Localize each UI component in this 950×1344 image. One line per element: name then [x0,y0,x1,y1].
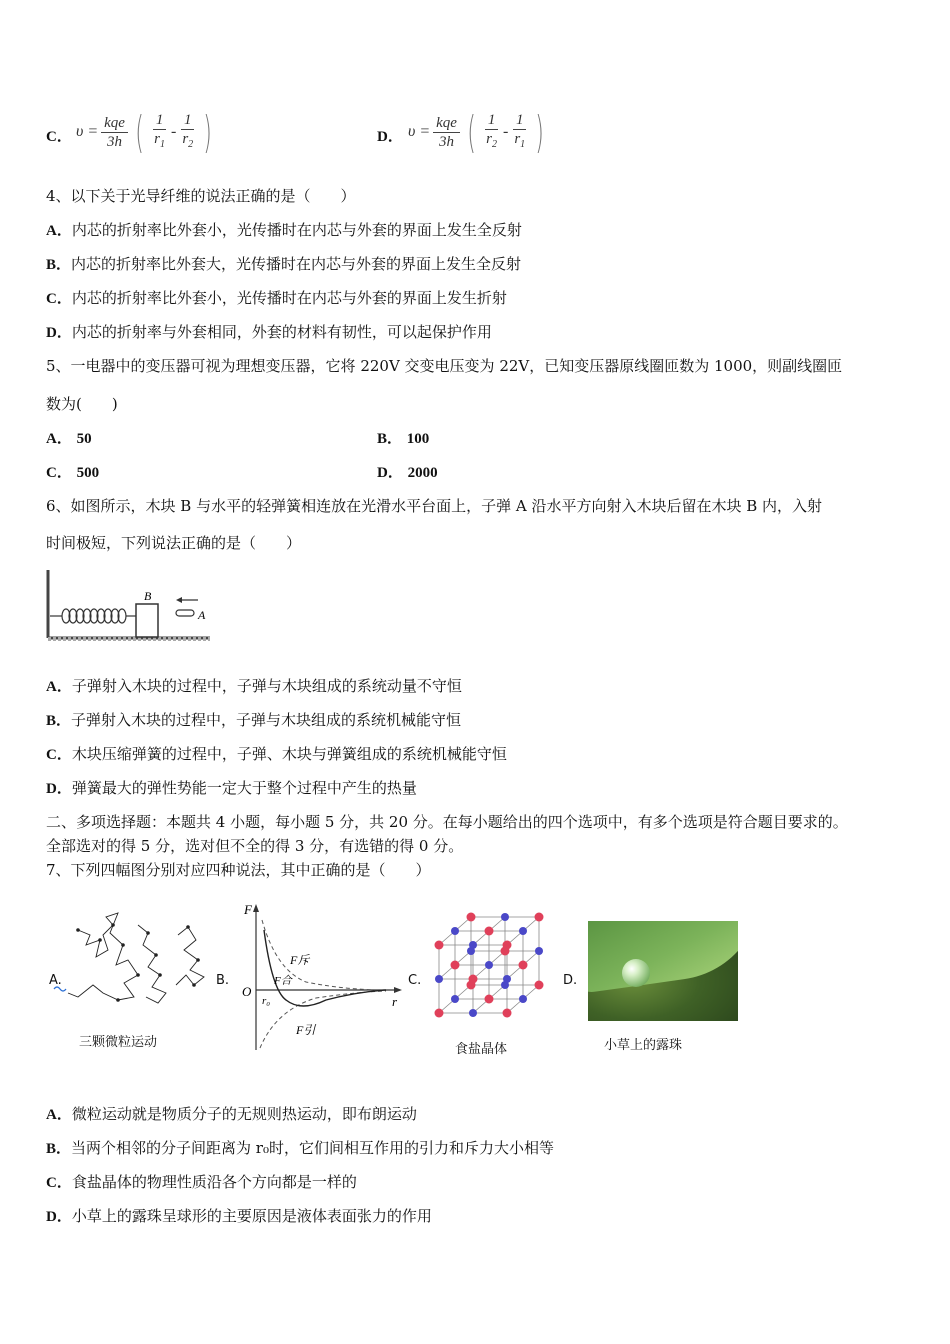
dew-drop [622,959,650,987]
q7-option-a[interactable]: A．微粒运动就是物质分子的无规则热运动，即布朗运动 [46,1105,417,1123]
block-b [136,604,158,637]
q5-option-d[interactable]: D． 2000 [377,465,438,481]
sodium-ion [467,913,476,922]
bullet-a [176,610,194,616]
origin-label: O [242,984,252,999]
q5-option-c[interactable]: C． 500 [46,465,100,481]
sodium-ion [485,927,494,936]
q3-option-d[interactable] [377,126,403,147]
axis-label-r: r [392,994,398,1009]
option-label: D． [377,129,403,145]
fig-d-letter: D. [563,973,578,988]
salt-crystal-lattice [425,905,560,1030]
option-label: C． [46,129,72,145]
chloride-ion [469,1009,477,1017]
sodium-ion [503,941,512,950]
sodium-ion [485,995,494,1004]
label-f-attractive: F引 [296,1023,316,1037]
fig-d-caption: 小草上的露珠 [604,1038,683,1053]
attractive-curve [260,991,386,1048]
fig-b-letter: B. [216,973,230,988]
q5-stem-line1: 5、一电器中的变压器可视为理想变压器，它将 220V 交变电压变为 22V，已知变压器原线圈匝数为 1000，则副线圈匝 [46,357,843,375]
q5-stem-line2: 数为( ) [46,395,118,413]
r0-label: r₀ [262,995,271,1007]
brownian-motion-figure [48,905,218,1020]
fig-a-caption: 三颗微粒运动 [79,1035,158,1050]
grass-blade [588,921,738,994]
q6-option-a[interactable]: A．子弹射入木块的过程中，子弹与木块组成的系统动量不守恒 [46,677,462,695]
particle-path-2 [138,925,166,1003]
q4-option-b[interactable]: B．内芯的折射率比外套大，光传播时在内芯与外套的界面上发生全反射 [46,255,522,273]
chloride-ion [519,927,527,935]
q6-option-d[interactable]: D．弹簧最大的弹性势能一定大于整个过程中产生的热量 [46,779,417,797]
q4-option-a[interactable]: A．内芯的折射率比外套小，光传播时在内芯与外套的界面上发生全反射 [46,221,522,239]
particle-path-1 [68,913,138,1000]
section2-intro-line1: 二、多项选择题：本题共 4 小题，每小题 5 分，共 20 分。在每小题给出的四个选项中，有多个选项是符合题目要求的。 [46,813,848,831]
label-b: B [144,589,152,603]
q5-option-a[interactable]: A． 50 [46,431,92,447]
chloride-ion [501,913,509,921]
chloride-ion [435,975,443,983]
chloride-ion [451,927,459,935]
q4-stem: 4、以下关于光导纤维的说法正确的是（ ） [46,187,356,205]
axis-label-f: F [244,902,252,917]
q3-formula-d: υ = $\frac{\text{kqe}}{3h}$ ( $\frac{1}{r_2}$ - $\frac{1}{r_1}$ ) [408,106,545,158]
q7-option-d[interactable]: D．小草上的露珠呈球形的主要原因是液体表面张力的作用 [46,1207,432,1225]
sodium-ion [435,941,444,950]
sodium-ion [503,1009,512,1018]
arrow-head [176,597,182,603]
q5-option-b[interactable]: B． 100 [377,431,430,447]
q6-option-b[interactable]: B．子弹射入木块的过程中，子弹与木块组成的系统机械能守恒 [46,711,462,729]
chloride-ion [503,975,511,983]
sodium-ion [519,961,528,970]
q7-option-c[interactable]: C．食盐晶体的物理性质沿各个方向都是一样的 [46,1173,357,1191]
q4-option-c[interactable]: C．内芯的折射率比外套小，光传播时在内芯与外套的界面上发生折射 [46,289,507,307]
chloride-ion [485,961,493,969]
label-a: A [198,608,206,622]
chloride-ion [451,995,459,1003]
spring [50,609,136,623]
wave-icon [54,987,66,991]
sodium-ion [451,961,460,970]
sodium-ion [469,975,478,984]
label-f-resultant: F合 [274,975,292,987]
fig-c-letter: C. [408,973,422,988]
section2-intro-line2: 全部选对的得 5 分，选对但不全的得 3 分，有选错的得 0 分。 [46,837,464,855]
q4-option-d[interactable]: D．内芯的折射率与外套相同，外套的材料有韧性，可以起保护作用 [46,323,492,341]
fig-a-letter: A. [49,973,62,988]
sodium-ion [435,1009,444,1018]
chloride-ion [519,995,527,1003]
sodium-ion [535,981,544,990]
q3-formula-c: υ = $\frac{\text{kqe}}{3h}$ ( $\frac{1}{r_1}$ - $\frac{1}{r_2}$ ) [76,106,213,158]
fig-c-caption: 食盐晶体 [455,1042,508,1057]
lattice-atoms [435,913,544,1018]
sodium-ion [535,913,544,922]
force-distance-graph [236,900,406,1060]
q7-stem: 7、下列四幅图分别对应四种说法，其中正确的是（ ） [46,861,431,879]
chloride-ion [469,941,477,949]
chloride-ion [535,947,543,955]
q6-option-c[interactable]: C．木块压缩弹簧的过程中，子弹、木块与弹簧组成的系统机械能守恒 [46,745,507,763]
label-f-repulsive: F斥 [290,953,310,967]
q3-option-c[interactable] [46,126,72,147]
particle-path-3 [176,927,204,985]
q6-stem-line2: 时间极短，下列说法正确的是（ ） [46,534,302,552]
spring-block-figure [44,568,214,644]
q7-option-b[interactable]: B．当两个相邻的分子间距离为 r₀时，它们间相互作用的引力和斥力大小相等 [46,1139,554,1157]
resultant-curve [264,930,386,1006]
dew-drop-photo [588,921,738,1021]
q6-stem-line1: 6、如图所示，木块 B 与水平的轻弹簧相连放在光滑水平台面上，子弹 A 沿水平方向射入木块后留在木块 B 内，入射 [46,497,823,515]
